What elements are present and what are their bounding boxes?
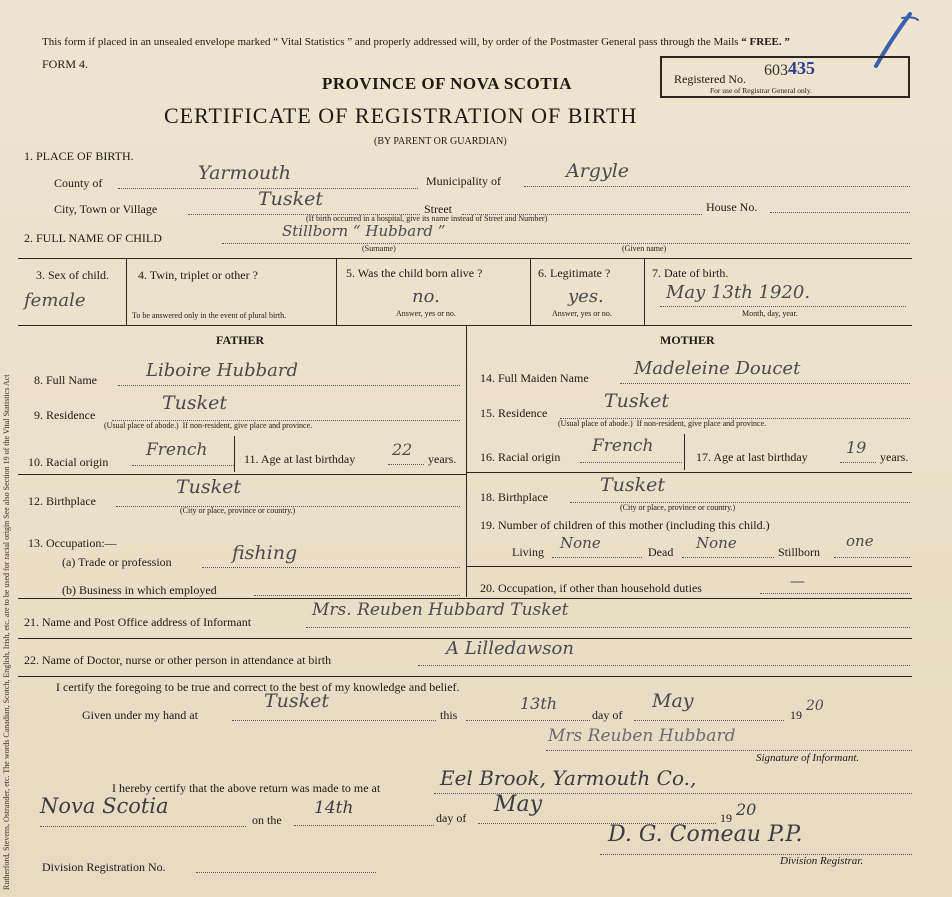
day-of-label: day of bbox=[592, 708, 623, 722]
alive-note: Answer, yes or no. bbox=[396, 309, 456, 318]
living-value: None bbox=[560, 534, 601, 552]
form-number: FORM 4. bbox=[42, 57, 89, 71]
father-heading: FATHER bbox=[216, 333, 265, 347]
doctor-value: A Lilledawson bbox=[446, 638, 574, 659]
father-age-label: 11. Age at last birthday bbox=[244, 452, 356, 466]
twin-label: 4. Twin, triplet or other ? bbox=[138, 268, 258, 282]
mail-notice: This form if placed in an unsealed envelope marked “ Vital Statistics ” and properly addressed will, by order of the Postmaster General pass through the Mails “ FREE. ” bbox=[42, 36, 790, 48]
alive-label: 5. Was the child born alive ? bbox=[346, 266, 483, 280]
mother-children-border bbox=[466, 566, 912, 567]
this-label: this bbox=[440, 708, 458, 722]
father-racial-value: French bbox=[146, 440, 208, 460]
father-birthplace-note: (City or place, province or country.) bbox=[180, 506, 296, 515]
division-registration-line bbox=[196, 872, 376, 873]
mother-name-label: 14. Full Maiden Name bbox=[480, 371, 589, 385]
father-birthplace-value: Tusket bbox=[176, 476, 242, 498]
mother-residence-value: Tusket bbox=[604, 390, 670, 412]
registrar-province-value: Nova Scotia bbox=[40, 794, 169, 818]
given-place-value: Tusket bbox=[264, 690, 330, 712]
father-residence-value: Tusket bbox=[162, 392, 228, 414]
city-value: Tusket bbox=[258, 188, 324, 210]
registrar-place-value: Eel Brook, Yarmouth Co., bbox=[440, 766, 697, 790]
month-value: May bbox=[652, 690, 694, 712]
father-residence-note: (Usual place of abode.) If non-resident, give place and province. bbox=[104, 421, 313, 430]
father-racial-line bbox=[132, 465, 234, 466]
parents-divider bbox=[466, 325, 467, 597]
sex-value: female bbox=[24, 290, 86, 311]
mother-heading: MOTHER bbox=[660, 333, 715, 347]
municipality-label: Municipality of bbox=[426, 174, 501, 188]
father-racial-border bbox=[18, 474, 466, 475]
stillborn-value: one bbox=[846, 532, 874, 550]
father-name-line bbox=[118, 385, 460, 386]
doctor-line bbox=[418, 665, 910, 666]
mother-age-value: 19 bbox=[846, 438, 867, 457]
dead-value: None bbox=[696, 534, 737, 552]
mother-birthplace-label: 18. Birthplace bbox=[480, 490, 548, 504]
registration-number-prefix: 603 bbox=[764, 62, 788, 79]
stillborn-line bbox=[834, 557, 910, 558]
living-line bbox=[552, 557, 642, 558]
father-trade-line bbox=[202, 567, 460, 568]
father-occupation-label: 13. Occupation:— bbox=[28, 536, 117, 550]
day-line bbox=[466, 720, 590, 721]
father-age-value: 22 bbox=[392, 440, 413, 459]
mother-occupation-line bbox=[760, 593, 910, 594]
mother-residence-label: 15. Residence bbox=[480, 406, 548, 420]
registrar-statement: I hereby certify that the above return was made to me at bbox=[112, 781, 381, 795]
registration-number: 435 bbox=[788, 58, 815, 78]
father-racial-label: 10. Racial origin bbox=[28, 455, 109, 469]
day-value: 13th bbox=[520, 694, 558, 713]
mother-racial-divider bbox=[684, 434, 685, 470]
dead-label: Dead bbox=[648, 545, 674, 559]
province-title: PROVINCE OF NOVA SCOTIA bbox=[322, 74, 573, 93]
father-age-line bbox=[388, 464, 424, 465]
registration-box bbox=[660, 56, 910, 98]
registrar-signature-line bbox=[600, 854, 912, 855]
living-label: Living bbox=[512, 545, 544, 559]
place-of-birth-heading: 1. PLACE OF BIRTH. bbox=[24, 149, 134, 163]
informant-value: Mrs. Reuben Hubbard Tusket bbox=[312, 600, 569, 620]
father-age-unit: years. bbox=[428, 452, 457, 466]
doctor-border bbox=[18, 676, 912, 677]
registrar-year-value: 20 bbox=[736, 800, 757, 819]
stillborn-label: Stillborn bbox=[778, 545, 821, 559]
mother-occupation-label: 20. Occupation, if other than household duties bbox=[480, 581, 702, 595]
mother-racial-line bbox=[580, 462, 682, 463]
legitimate-label: 6. Legitimate ? bbox=[538, 266, 611, 280]
margin-instructions: Rutherford, Stevens, Ostrander, etc. The words Canadian, Scotch, English, Irish, etc. are to be used for racial origin See also Section 19 of the Vital Statistics Act bbox=[2, 374, 11, 890]
division-registration-label: Division Registration No. bbox=[42, 860, 166, 874]
registrar-year-prefix: 19 bbox=[720, 811, 732, 825]
registration-label: Registered No. bbox=[674, 72, 746, 86]
mother-birthplace-note: (City or place, province or country.) bbox=[620, 503, 736, 512]
registration-note: For use of Registrar General only. bbox=[710, 86, 812, 95]
father-trade-label: (a) Trade or profession bbox=[62, 555, 172, 569]
given-name-note: (Given name) bbox=[622, 244, 667, 253]
mother-birthplace-value: Tusket bbox=[600, 474, 666, 496]
mother-racial-label: 16. Racial origin bbox=[480, 450, 561, 464]
child-name-label: 2. FULL NAME OF CHILD bbox=[24, 231, 162, 245]
father-name-label: 8. Full Name bbox=[34, 373, 97, 387]
mother-residence-note: (Usual place of abode.) If non-resident, give place and province. bbox=[558, 419, 767, 428]
given-place-line bbox=[232, 720, 436, 721]
county-label: County of bbox=[54, 176, 103, 190]
registrar-day-value: 14th bbox=[314, 798, 354, 818]
child-name-value: Stillborn “ Hubbard ” bbox=[282, 222, 446, 240]
mother-racial-border bbox=[466, 472, 912, 473]
mother-occupation-value: — bbox=[790, 572, 805, 590]
year-prefix: 19 bbox=[790, 708, 802, 722]
father-residence-label: 9. Residence bbox=[34, 408, 96, 422]
alive-value: no. bbox=[412, 286, 440, 307]
mother-name-line bbox=[620, 383, 910, 384]
legitimate-note: Answer, yes or no. bbox=[552, 309, 612, 318]
informant-line bbox=[306, 627, 910, 628]
registrar-month-value: May bbox=[494, 792, 543, 817]
parents-bottom-border bbox=[18, 598, 912, 599]
registrar-day-line bbox=[294, 825, 434, 826]
doctor-label: 22. Name of Doctor, nurse or other person in attendance at birth bbox=[24, 653, 332, 667]
certify-statement: I certify the foregoing to be true and correct to the best of my knowledge and belief. bbox=[56, 680, 460, 694]
row3-bottom-border bbox=[18, 325, 912, 326]
row3-divider-1 bbox=[126, 258, 127, 325]
father-racial-divider bbox=[234, 436, 235, 472]
registrar-day-of-label: day of bbox=[436, 811, 467, 825]
hospital-note: (If birth occurred in a hospital, give its name instead of Street and Number) bbox=[306, 214, 548, 223]
father-birthplace-label: 12. Birthplace bbox=[28, 494, 96, 508]
page-subtitle: (BY PARENT OR GUARDIAN) bbox=[374, 136, 507, 147]
house-line bbox=[770, 212, 910, 213]
informant-signature: Mrs Reuben Hubbard bbox=[548, 726, 736, 746]
month-line bbox=[634, 720, 784, 721]
father-business-label: (b) Business in which employed bbox=[62, 583, 217, 597]
date-label: 7. Date of birth. bbox=[652, 266, 729, 280]
street-label: Street bbox=[424, 202, 452, 216]
mother-age-unit: years. bbox=[880, 450, 909, 464]
child-name-line bbox=[222, 243, 910, 244]
informant-label: 21. Name and Post Office address of Informant bbox=[24, 615, 252, 629]
informant-signature-line bbox=[546, 750, 912, 751]
municipality-line bbox=[524, 186, 910, 187]
signature-label: Signature of Informant. bbox=[756, 752, 860, 764]
surname-note: (Surname) bbox=[362, 244, 396, 253]
dead-line bbox=[682, 557, 774, 558]
page-title: CERTIFICATE OF REGISTRATION OF BIRTH bbox=[164, 103, 638, 128]
father-trade-value: fishing bbox=[232, 542, 298, 564]
on-the-label: on the bbox=[252, 813, 282, 827]
given-label: Given under my hand at bbox=[82, 708, 198, 722]
row3-divider-2 bbox=[336, 258, 337, 325]
date-line bbox=[660, 306, 906, 307]
row3-divider-3 bbox=[530, 258, 531, 325]
legitimate-value: yes. bbox=[568, 286, 604, 307]
father-name-value: Liboire Hubbard bbox=[146, 360, 298, 381]
father-business-line bbox=[254, 595, 460, 596]
date-note: Month, day, year. bbox=[742, 309, 798, 318]
sex-label: 3. Sex of child. bbox=[36, 268, 109, 282]
registrar-signature: D. G. Comeau P.P. bbox=[608, 822, 803, 847]
county-value: Yarmouth bbox=[198, 162, 292, 184]
municipality-value: Argyle bbox=[566, 160, 630, 182]
date-value: May 13th 1920. bbox=[666, 282, 811, 303]
mother-racial-value: French bbox=[592, 436, 654, 456]
city-label: City, Town or Village bbox=[54, 202, 158, 216]
mother-age-label: 17. Age at last birthday bbox=[696, 450, 808, 464]
mother-age-line bbox=[840, 462, 876, 463]
twin-note: To be answered only in the event of plural birth. bbox=[132, 311, 287, 320]
row3-divider-4 bbox=[644, 258, 645, 325]
row3-top-border bbox=[18, 258, 912, 259]
registrar-signature-label: Division Registrar. bbox=[780, 855, 864, 867]
mother-name-value: Madeleine Doucet bbox=[634, 358, 801, 379]
house-label: House No. bbox=[706, 200, 758, 214]
registrar-province-line bbox=[40, 826, 246, 827]
year-value: 20 bbox=[806, 698, 824, 714]
mother-children-label: 19. Number of children of this mother (including this child.) bbox=[480, 518, 770, 532]
